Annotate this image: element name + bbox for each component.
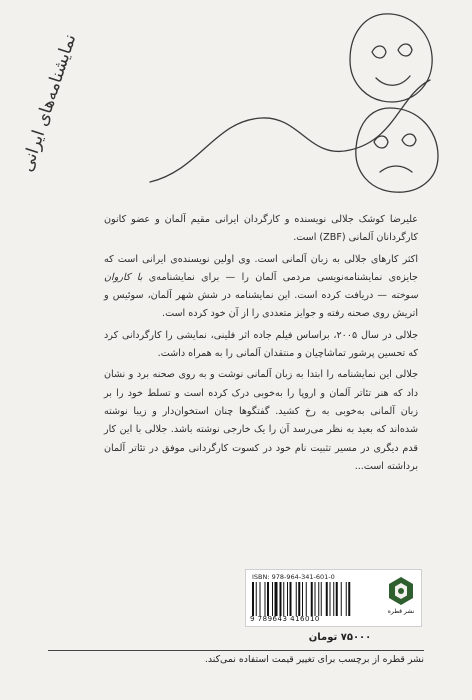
lower-mask-mouth xyxy=(380,166,412,172)
isbn-text: ISBN: 978-964-341-601-0 xyxy=(252,573,335,581)
back-cover-blurb xyxy=(104,211,418,479)
blurb-paragraph-3: جلالی در سال ۲۰۰۵، براساس فیلم جاده اثر فلینی، نمایشی را کارگردانی کرد که تحسین پرشور تماشاچیان و منتقدان آلمانی را به همراه داشت. xyxy=(104,329,418,360)
divider xyxy=(48,650,424,651)
price-label: ۷۵۰۰۰ تومان xyxy=(308,632,372,643)
blurb-paragraph-4: جلالی این نمایشنامه را ابتدا به زبان آلمانی نوشت و به روی صحنه برد و نشان داد که هنر تئاتر آلمان و اروپا را به‌خوبی درک کرده است و تسلط خود را بر زبان آلمانی به‌خوبی به رخ کشید. گفتگوها چنان استخوان‌دار و زیبا نوشته شده‌اند که بعید به نظر می‌رسد آن را یک خارجی نوشته باشد. جلالی با این کار قدم دیگری در مسیر تثبیت نام خود در کسوت کارگردانی موفق در تئاتر آلمان برداشته است... xyxy=(104,369,418,472)
lower-mask-right-eye xyxy=(402,134,416,146)
upper-mask-right-eye xyxy=(398,44,412,56)
upper-mask-mouth xyxy=(376,76,410,85)
upper-mask-outline xyxy=(350,14,432,102)
series-title-text: نمایشنامه‌های ایرانی xyxy=(17,31,81,175)
price-sticker-note: نشر قطره از برچسب برای تغییر قیمت استفاده نمی‌کند. xyxy=(204,654,424,665)
publisher-logo-icon xyxy=(388,576,414,606)
upper-mask-left-eye xyxy=(372,46,386,58)
publisher-logo-label: نشر قطره xyxy=(387,608,415,615)
theatre-masks-illustration xyxy=(0,0,472,200)
lower-mask-outline xyxy=(356,108,438,192)
barcode-panel xyxy=(245,569,422,627)
blurb-paragraph-1: علیرضا کوشک جلالی نویسنده و کارگردان ایرانی مقیم آلمان و عضو کانون کارگردانان آلمانی (ZBF) است. xyxy=(104,214,418,244)
barcode-digits: 9 789643 416010 xyxy=(250,615,320,623)
publisher-logo xyxy=(386,576,416,620)
barcode-icon xyxy=(252,582,380,616)
mask-cord xyxy=(150,80,430,182)
blurb-paragraph-2: اکثر کارهای جلالی به زبان آلمانی است. وی اولین نویسنده‌ی ایرانی است که جایزه‌ی نمایشنامه‌نویسی مردمی آلمان را — برای نمایشنامه‌ی با کاروان سوخته — دریافت کرده است. این نمایشنامه در شش شهر آلمان، سوئیس و اتریش روی صحنه رفته و جوایز متعددی را از آن خود کرده است. xyxy=(104,253,418,320)
play-title: با کاروان سوخته xyxy=(104,271,418,302)
